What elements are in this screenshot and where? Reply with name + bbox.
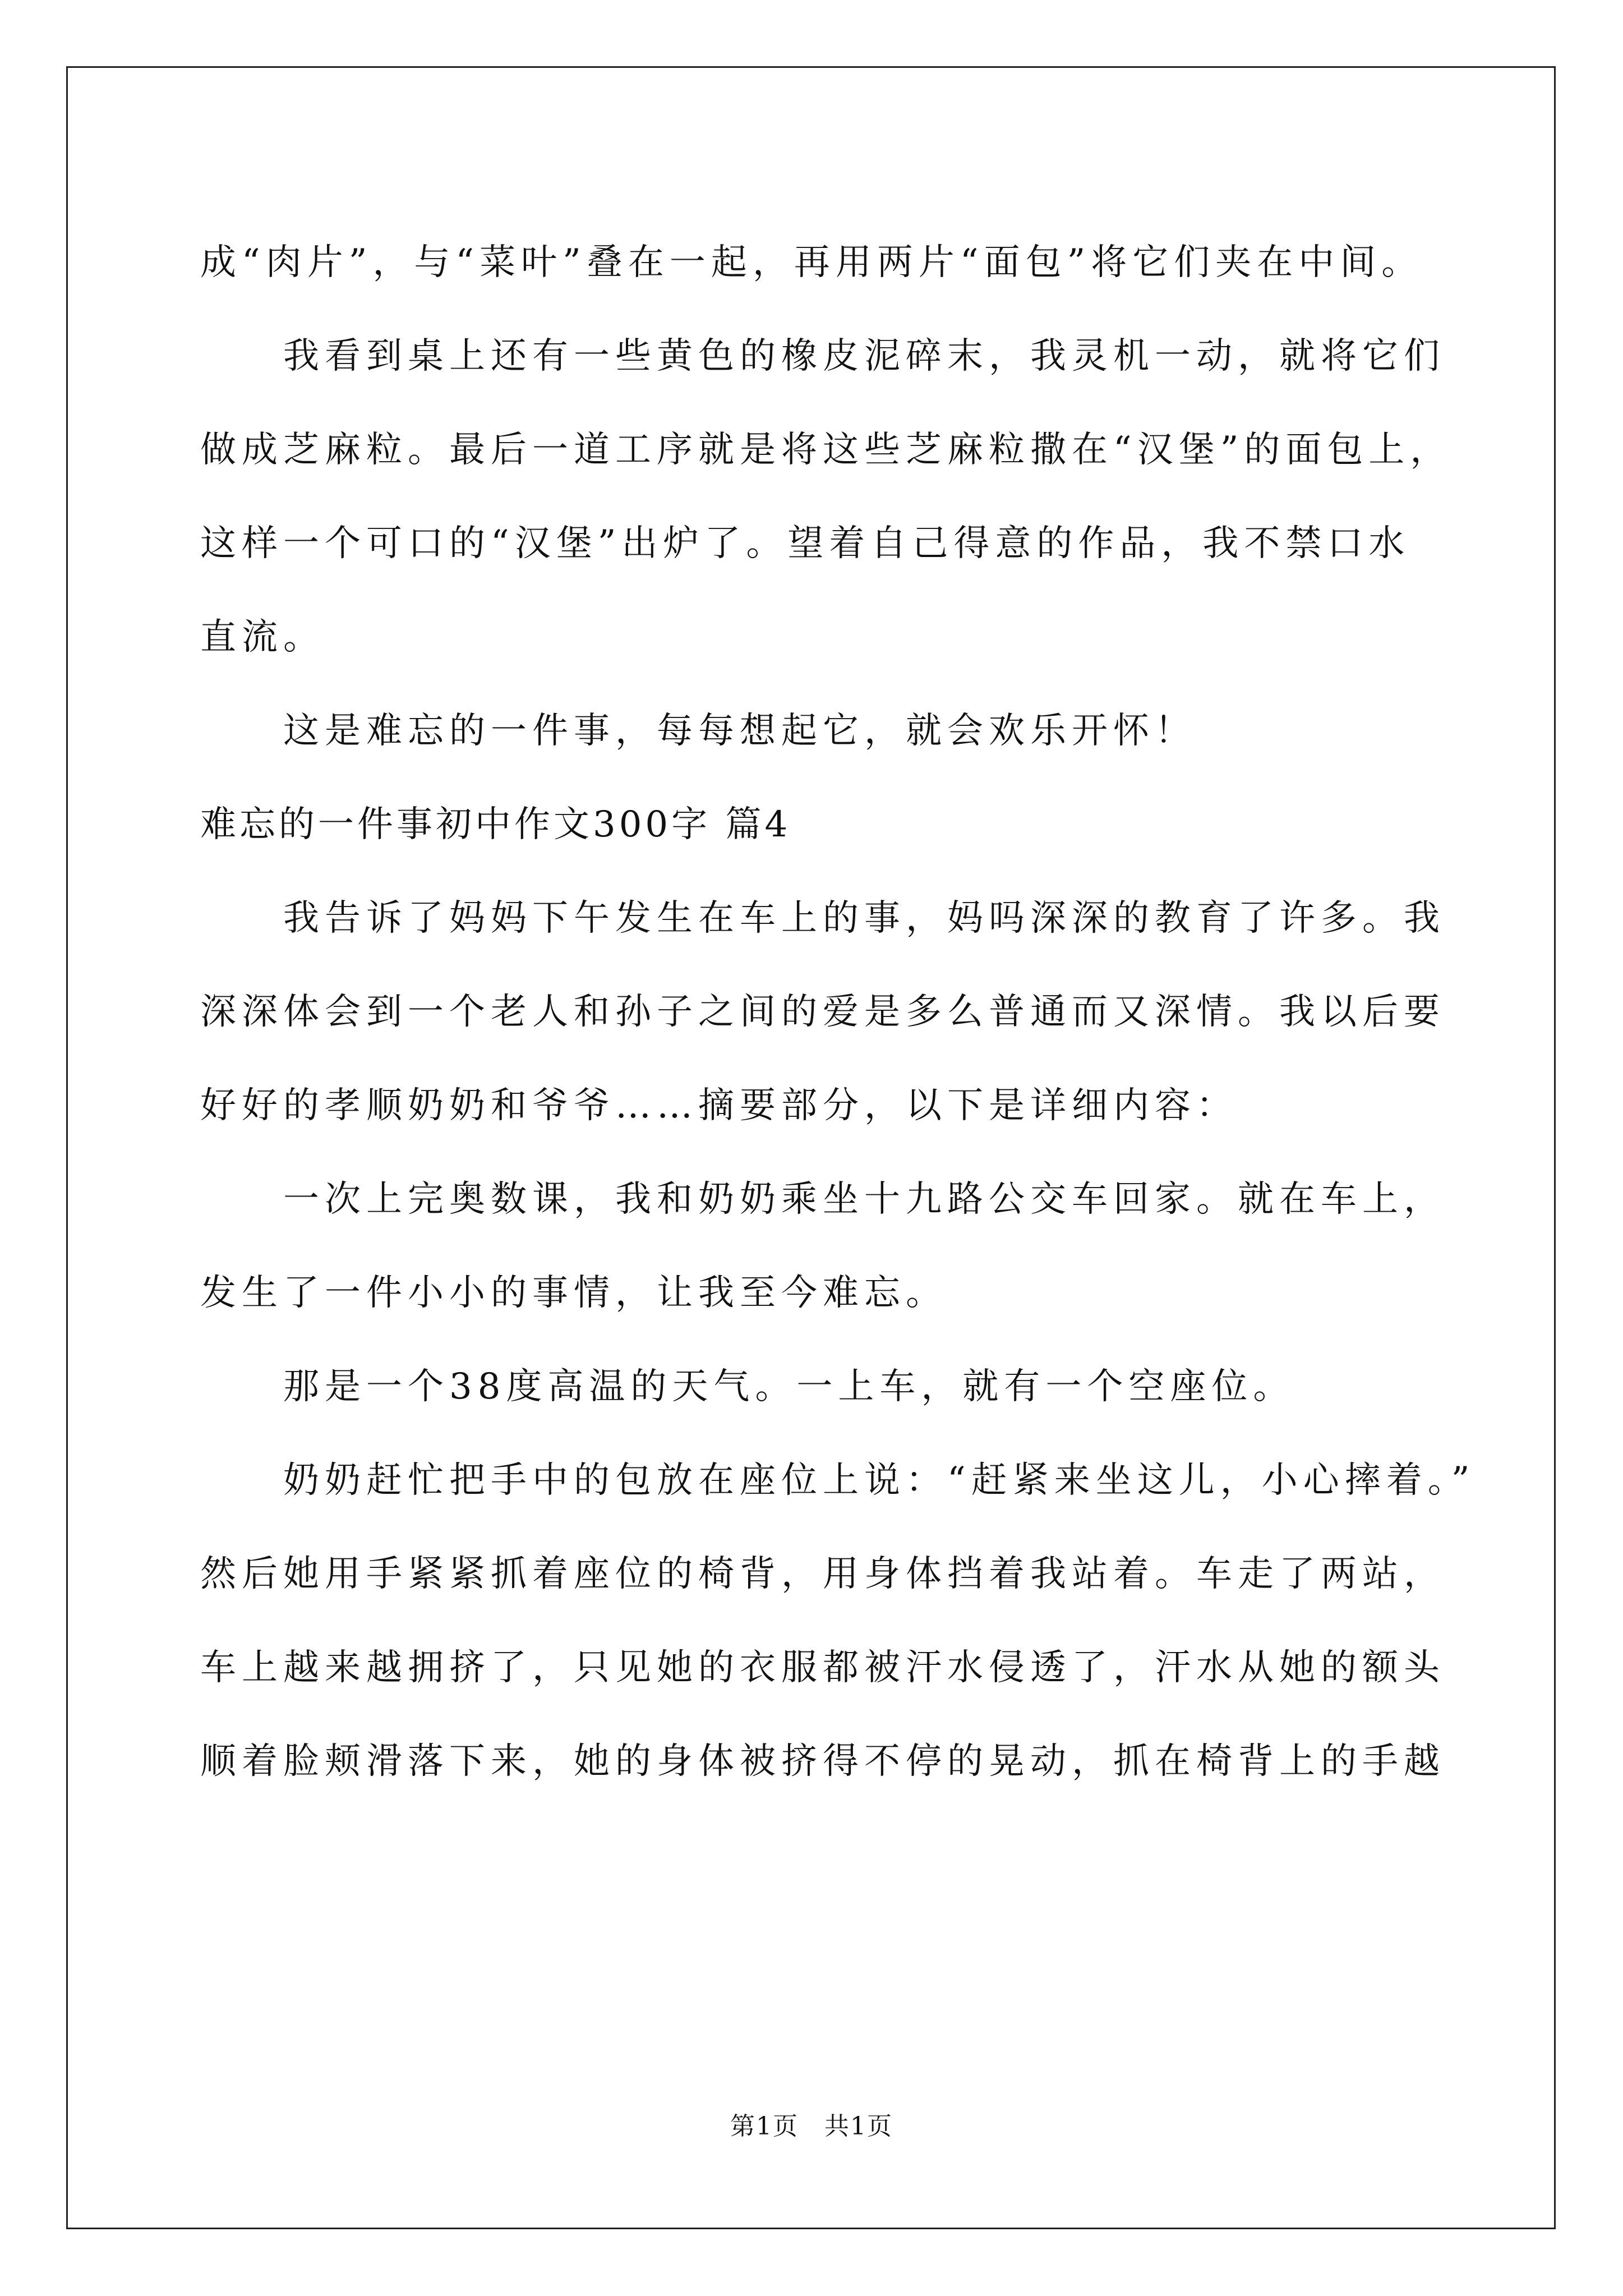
paragraph-line: 好好的孝顺奶奶和爷爷……摘要部分，以下是详细内容： <box>200 1085 1238 1126</box>
paragraph-line: 我看到桌上还有一些黄色的橡皮泥碎末，我灵机一动，就将它们 <box>283 335 1445 377</box>
paragraph-line: 这是难忘的一件事，每每想起它，就会欢乐开怀！ <box>283 710 1196 752</box>
section-heading: 难忘的一件事初中作文300字 篇4 <box>200 804 791 845</box>
paragraph-line: 成“肉片”，与“菜叶”叠在一起，再用两片“面包”将它们夹在中间。 <box>200 242 1423 283</box>
paragraph-line: 我告诉了妈妈下午发生在车上的事，妈吗深深的教育了许多。我 <box>283 898 1445 939</box>
paragraph-line: 奶奶赶忙把手中的包放在座位上说：“赶紧来坐这儿，小心摔着。” <box>283 1460 1476 1501</box>
paragraph-line: 直流。 <box>200 616 325 658</box>
paragraph-line: 发生了一件小小的事情，让我至今难忘。 <box>200 1272 947 1314</box>
document-body <box>200 216 1490 1809</box>
paragraph-line: 一次上完奥数课，我和奶奶乘坐十九路公交车回家。就在车上， <box>283 1179 1445 1220</box>
paragraph-line: 做成芝麻粒。最后一道工序就是将这些芝麻粒撒在“汉堡”的面包上， <box>200 429 1452 471</box>
paragraph-line: 这样一个可口的“汉堡”出炉了。望着自己得意的作品，我不禁口水 <box>200 523 1410 564</box>
paragraph-line: 那是一个38度高温的天气。一上车，就有一个空座位。 <box>283 1366 1295 1407</box>
paragraph-line: 车上越来越拥挤了，只见她的衣服都被汗水侵透了，汗水从她的额头 <box>200 1647 1445 1688</box>
paragraph-line: 然后她用手紧紧抓着座位的椅背，用身体挡着我站着。车走了两站， <box>200 1553 1445 1595</box>
paragraph-line: 顺着脸颊滑落下来，她的身体被挤得不停的晃动，抓在椅背上的手越 <box>200 1741 1445 1782</box>
paragraph-line: 深深体会到一个老人和孙子之间的爱是多么普通而又深情。我以后要 <box>200 991 1445 1033</box>
page-number-footer: 第1页 共1页 <box>730 2112 893 2141</box>
